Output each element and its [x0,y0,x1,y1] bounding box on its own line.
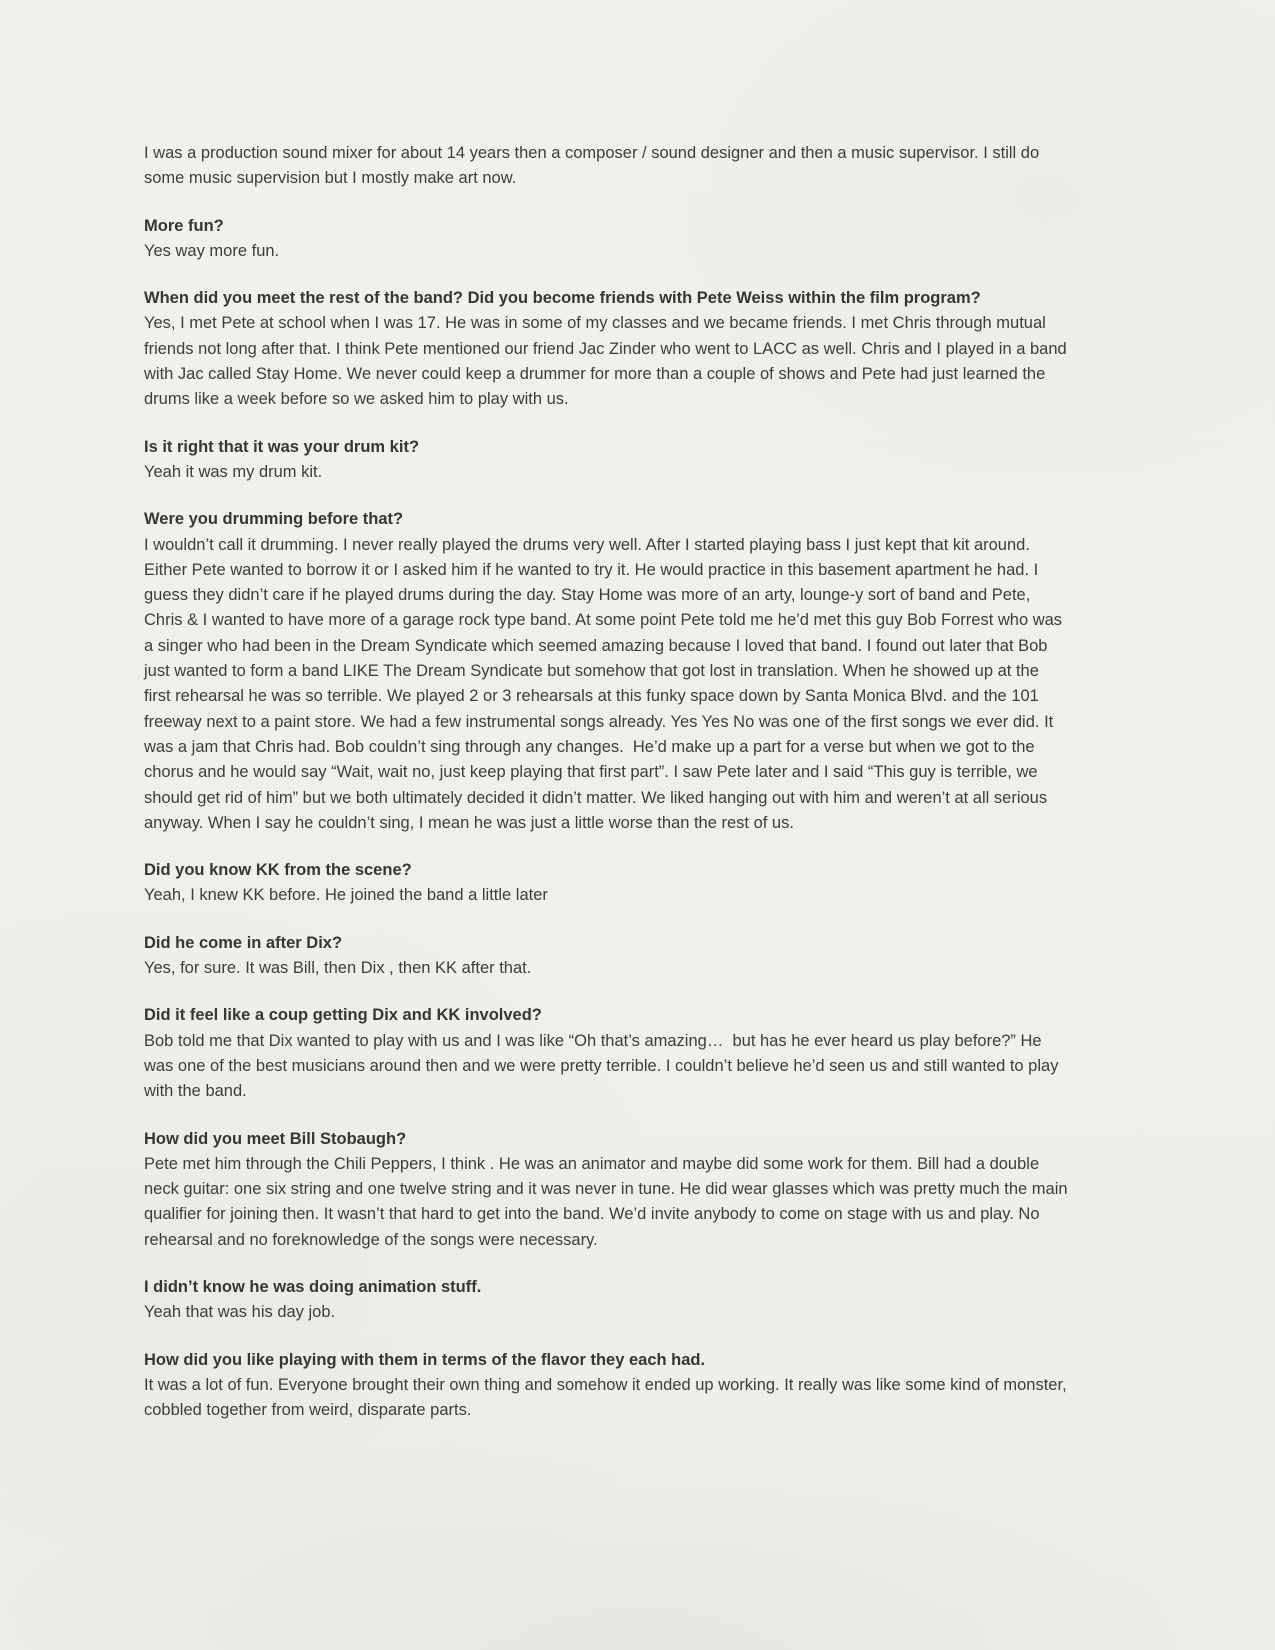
qa-block [144,1275,1069,1326]
answer-paragraph: It was a lot of fun. Everyone brought their own thing and somehow it ended up working. It really was like some kind of monster, cobbled together from weird, disparate parts. [144,1375,1072,1420]
question-heading: Is it right that it was your drum kit? [144,437,420,456]
question-heading: Did you know KK from the scene? [144,861,412,880]
answer-paragraph: Yeah it was my drum kit. [144,462,323,481]
intro-paragraph: I was a production sound mixer for about 14 years then a composer / sound designer and then a music supervisor. I still do some music supervision but I mostly make art now. [144,144,1044,188]
question-heading: How did you like playing with them in terms of the flavor they each had. [144,1350,706,1369]
answer-paragraph: Yes way more fun. [144,241,280,260]
answer-paragraph: Bob told me that Dix wanted to play with us and I was like “Oh that’s amazing… but has he ever heard us play before?” He was one of the best musicians around then and we were pretty terrible. I couldn’t believe he’d seen us and still wanted to play with the band. [144,1031,1064,1101]
question-heading: Did he come in after Dix? [144,933,343,952]
qa-block [144,931,1069,982]
question-heading: Did it feel like a coup getting Dix and KK involved? [144,1006,542,1025]
answer-paragraph: Yeah, I knew KK before. He joined the band a little later [144,886,548,905]
answer-paragraph: Pete met him through the Chili Peppers, I think . He was an animator and maybe did some work for them. Bill had a double neck guitar: one six string and one twelve string and it was never in tune. He did wear glasses which was pretty much the main qualifier for joining then. It wasn’t that hard to get into the band. We’d invite anybody to come on stage with us and play. No rehearsal and no foreknowledge of the songs were necessary. [144,1154,1073,1249]
question-heading: I didn’t know he was doing animation stuff. [144,1277,482,1296]
qa-block [144,1127,1073,1253]
question-heading: Were you drumming before that? [144,510,404,529]
qa-block [144,214,1069,265]
qa-block [144,1348,1072,1424]
question-heading: More fun? [144,216,224,235]
qa-block [144,286,1072,412]
answer-paragraph: Yes, for sure. It was Bill, then Dix , then KK after that. [144,959,532,978]
answer-paragraph: I wouldn’t call it drumming. I never really played the drums very well. After I started playing bass I just kept that kit around. Either Pete wanted to borrow it or I asked him if he wanted to try it. He would practice in this basement apartment he had. I guess they didn’t care if he played drums during the day. Stay Home was more of an arty, lounge-y sort of band and Pete, Chris & I wanted to have more of a garage rock type band. At some point Pete told me he’d met this guy Bob Forrest who was a singer who had been in the Dream Syndicate which seemed amazing because I loved that band. I found out later that Bob just wanted to form a band LIKE The Dream Syndicate but somehow that got lost in translation. When he showed up at the first rehearsal he was so terrible. We played 2 or 3 rehearsals at this funky space down by Santa Monica Blvd. and the 101 freeway next to a paint store. We had a few instrumental songs already. Yes Yes No was one of the first songs we ever did. It was a jam that Chris had. Bob couldn’t sing through any changes. He’d make up a part for a verse but when we got to the chorus and he would say “Wait, wait no, just keep playing that first part”. I saw Pete later and I said “This guy is terrible, we should get rid of him” but we both ultimately decided it didn’t matter. We liked hanging out with him and weren’t at all serious anyway. When I say he couldn’t sing, I mean he was just a little worse than the rest of us. [144,535,1067,832]
qa-block [144,858,1069,909]
question-heading: When did you meet the rest of the band? Did you become friends with Pete Weiss within the film program? [144,289,981,308]
question-heading: How did you meet Bill Stobaugh? [144,1129,407,1148]
qa-block [144,1003,1069,1104]
answer-paragraph: Yeah that was his day job. [144,1303,336,1322]
qa-block [144,435,1069,486]
qa-block [144,507,1069,836]
answer-paragraph: Yes, I met Pete at school when I was 17. He was in some of my classes and we became friends. I met Chris through mutual friends not long after that. I think Pete mentioned our friend Jac Zinder who went to LACC as well. Chris and I played in a band with Jac called Stay Home. We never could keep a drummer for more than a couple of shows and Pete had just learned the drums like a week before so we asked him to play with us. [144,314,1072,409]
interview-text-column [144,141,1073,1423]
